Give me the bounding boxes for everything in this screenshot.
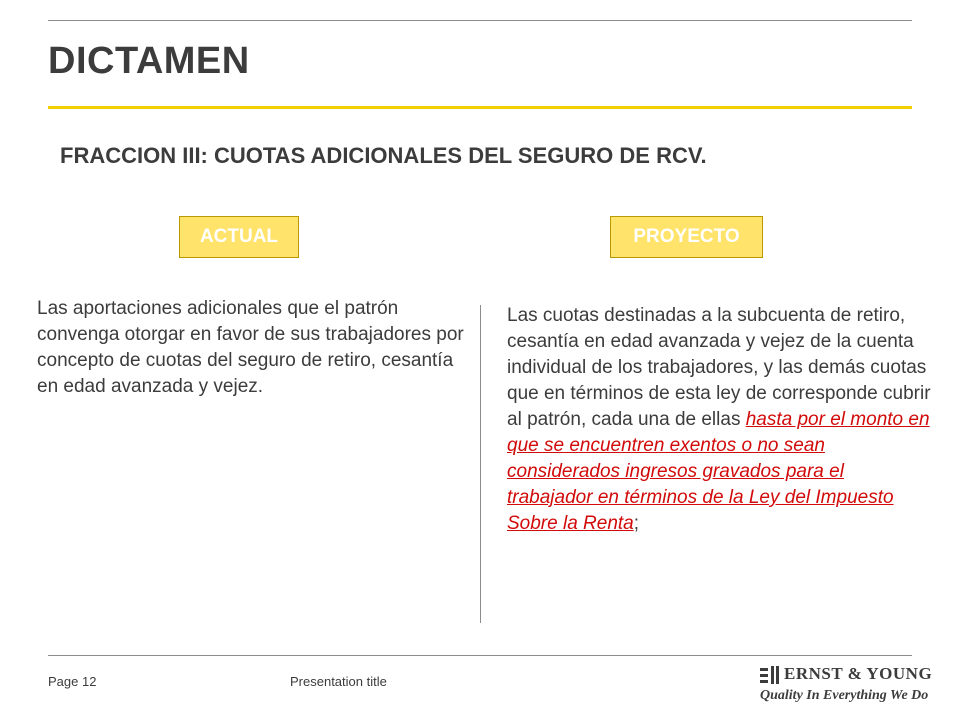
- company-logo: [760, 664, 933, 712]
- proyecto-badge: PROYECTO: [610, 216, 763, 258]
- slide-title: DICTAMEN: [48, 40, 250, 82]
- presentation-title: Presentation title: [290, 674, 387, 689]
- footer-rule: [48, 655, 912, 656]
- slide-subtitle: FRACCION III: CUOTAS ADICIONALES DEL SEGURO DE RCV.: [60, 143, 707, 168]
- proyecto-text-end: ;: [633, 513, 640, 534]
- proyecto-text-highlight: hasta por el monto en que se encuentren exentos o no sean considerados ingresos gravados para el trabajador en términos de la Ley del Impuesto Sobre la Renta: [507, 409, 930, 534]
- column-divider: [480, 305, 481, 623]
- logo-stripes-icon: [760, 666, 782, 686]
- top-rule: [48, 20, 912, 21]
- actual-text: Las aportaciones adicionales que el patrón convenga otorgar en favor de sus trabajadores por concepto de cuotas del seguro de retiro, cesantía en edad avanzada y vejez.: [37, 298, 464, 397]
- logo-tagline: Quality In Everything We Do: [760, 688, 929, 703]
- page-number: Page 12: [48, 674, 97, 689]
- actual-badge: ACTUAL: [179, 216, 299, 258]
- proyecto-text: [507, 303, 932, 537]
- logo-name: ERNST & YOUNG: [784, 664, 933, 683]
- proyecto-text-plain: Las cuotas destinadas a la subcuenta de retiro, cesantía en edad avanzada y vejez de la cuenta individual de los trabajadores, y las demás cuotas que en términos de esta ley de corresponde cubrir al patrón, cada una de ellas: [507, 305, 931, 430]
- title-underline: [48, 106, 912, 109]
